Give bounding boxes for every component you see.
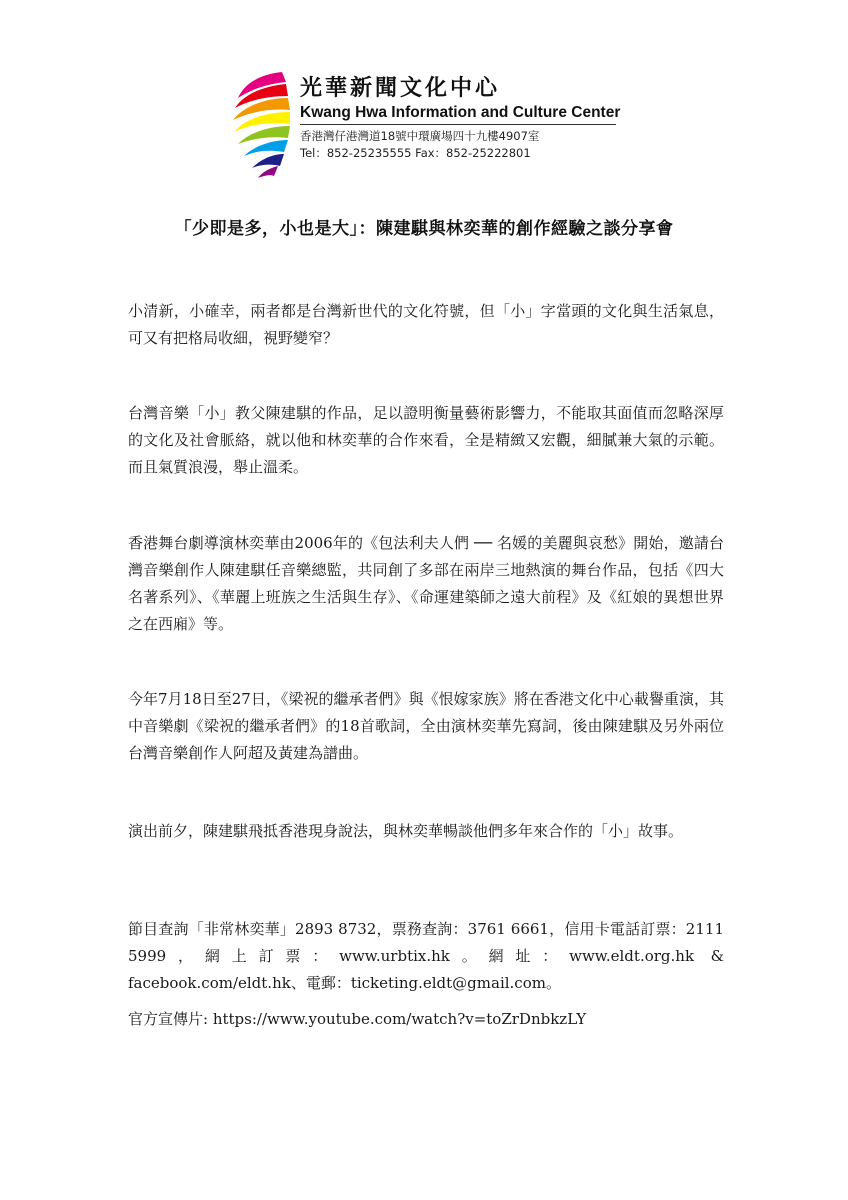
organization-name-en: Kwang Hwa Information and Culture Center bbox=[300, 104, 621, 121]
paragraph-intro: 小清新，小確幸，兩者都是台灣新世代的文化符號，但「小」字當頭的文化與生活氣息，可又有把格局收細，視野變窄？ bbox=[128, 302, 724, 347]
organization-address: 香港灣仔港灣道18號中環廣場四十九樓4907室 bbox=[300, 129, 540, 143]
paragraph-performance-dates: 今年7月18日至27日，《梁祝的繼承者們》與《恨嫁家族》將在香港文化中心載譽重演，其中音樂劇《梁祝的繼承者們》的18首歌詞，全由演林奕華先寫詞，後由陳建騏及另外兩位台灣音樂創作人阿超及黃建為譜曲。 bbox=[128, 690, 724, 762]
organization-block bbox=[300, 76, 620, 162]
organization-contact: Tel：852-25235555 Fax：852-25222801 bbox=[300, 146, 531, 160]
letterhead bbox=[230, 68, 650, 180]
document-title: 「少即是多，小也是大」：陳建騏與林奕華的創作經驗之談分享會 bbox=[174, 219, 674, 239]
paragraph-event: 演出前夕，陳建騏飛抵香港現身說法，與林奕華暢談他們多年來合作的「小」故事。 bbox=[128, 822, 684, 840]
paragraph-official-video: 官方宣傳片: https://www.youtube.com/watch?v=toZrDnbkzLY bbox=[128, 1010, 587, 1028]
letterhead-divider bbox=[300, 124, 616, 125]
paragraph-inquiries: 節目查詢「非常林奕華」2893 8732，票務查詢：3761 6661，信用卡電話訂票：2111 5999，網上訂票：www.urbtix.hk。網址：www.eldt.org.hk & facebook.com/eldt.hk、電郵：ticketing.eldt@gmail.com。 bbox=[128, 920, 724, 992]
paragraph-collaboration: 香港舞台劇導演林奕華由2006年的《包法利夫人們 ── 名媛的美麗與哀愁》開始，邀請台灣音樂創作人陳建騏任音樂總監，共同創了多部在兩岸三地熱演的舞台作品，包括《四大名著系列》、《華麗上班族之生活與生存》、《命運建築師之遠大前程》及《紅娘的異想世界之在西廂》等。 bbox=[128, 534, 724, 633]
rainbow-feather-logo-icon bbox=[230, 68, 294, 180]
paragraph-chen-chien-chi: 台灣音樂「小」教父陳建騏的作品，足以證明衡量藝術影響力，不能取其面值而忽略深厚的文化及社會脈絡，就以他和林奕華的合作來看，全是精緻又宏觀，細膩兼大氣的示範。而且氣質浪漫，舉止溫柔。 bbox=[128, 404, 724, 476]
organization-name-zh: 光華新聞文化中心 bbox=[300, 76, 501, 101]
